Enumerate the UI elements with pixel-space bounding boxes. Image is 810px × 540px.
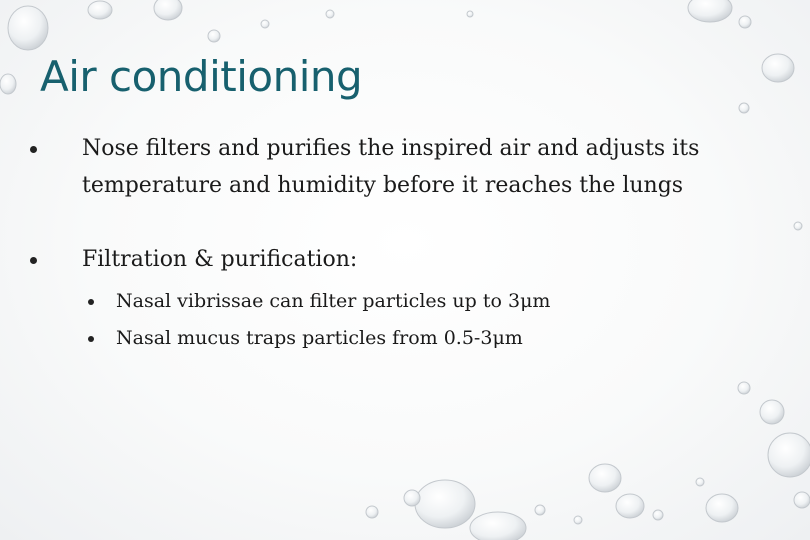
sub-bullet-item — [88, 282, 550, 320]
slide-title: Air conditioning — [40, 52, 363, 101]
sub-bullet-item — [88, 319, 523, 357]
bullet-dot-icon — [88, 299, 94, 305]
bullet-item — [30, 241, 357, 279]
sub-bullet-text: Nasal vibrissae can filter particles up to 3μm — [116, 290, 551, 312]
bullet-item — [30, 130, 750, 204]
sub-bullet-text: Nasal mucus traps particles from 0.5-3μm — [116, 327, 523, 349]
bullet-dot-icon — [88, 336, 94, 342]
bullet-text: Filtration & purification: — [82, 247, 358, 272]
bullet-text: Nose filters and purifies the inspired air and adjusts its temperature and humidity before it reaches the lungs — [82, 136, 700, 198]
bullet-dot-icon — [30, 257, 37, 264]
bullet-dot-icon — [30, 146, 37, 153]
